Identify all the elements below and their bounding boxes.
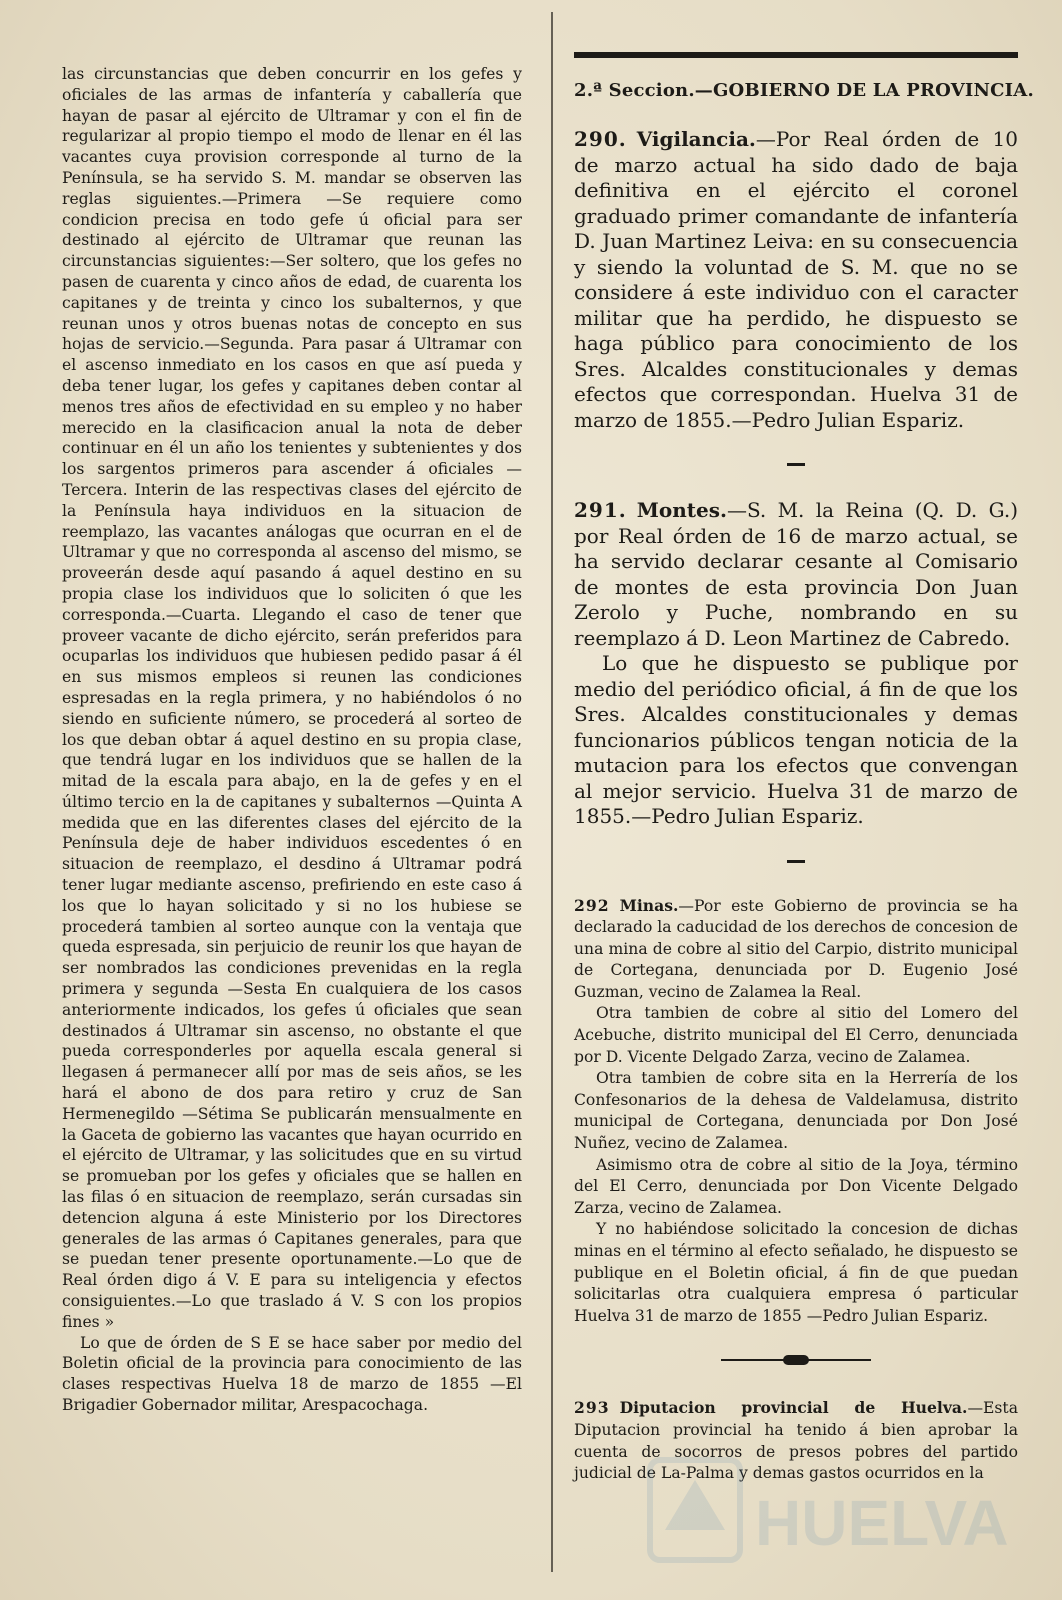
item-292 (574, 895, 1018, 1328)
ornament-separator (721, 1355, 871, 1365)
royal-order-text: las circunstancias que deben concurrir en los gefes y oficiales de las armas de infantería y caballería que hayan de pasar al ejército de Ultramar y con el fin de regularizar al propio tiempo el modo de llenar en él las vacantes cuya provision corresponde al turno de la Península, se ha servido S. M. mandar se observen las reglas siguientes.—Primera —Se requiere como condicion precisa en todo gefe ú oficial para ser destinado al ejército de Ultramar que reunan las circunstancias siguientes:—Ser soltero, que los gefes no pasen de cuarenta y cinco años de edad, de cuarenta los capitanes y de treinta y cinco los subalternos, y que reunan unos y otros buenas notas de concepto en sus hojas de servicio.—Segunda. Para pasar á Ultramar con el ascenso inmediato en los casos en que así pueda y deba tener lugar, los gefes y capitanes deben contar al menos tres años de efectividad en su empleo y no haber merecido en la clasificacion anual la nota de deber continuar en él un año los tenientes y subtenientes y dos los sargentos primeros para ascender á oficiales —Tercera. Interin de las respectivas clases del ejército de la Península haya individuos en la situacion de reemplazo, las vacantes análogas que ocurran en el de Ultramar y que no corresponda al ascenso del mismo, se proveerán desde aquí pasando á aquel destino en su propia clase los individuos que lo soliciten ó que les corresponda.—Cuarta. Llegando el caso de tener que proveer vacante de dicho ejército, serán preferidos para ocuparlas los individuos que hubiesen pedido pasar á él en sus mismos empleos si reunen las condiciones espresadas en la regla primera, y no habiéndolos ó no siendo en suficiente número, se procederá al sorteo de los que deban obtar á aquel destino en su propia clase, que tendrá lugar en los individuos que se hallen de la mitad de la escala para abajo, en la de gefes y en el último tercio en la de capitanes y subalternos —Quinta A medida que en las diferentes clases del ejército de la Península deje de haber individuos escedentes ó en situacion de reemplazo, el desdino á Ultramar podrá tener lugar mediante ascenso, prefiriendo en este caso á los que lo hayan solicitado y si no los hubiese se procederá tambien al sorteo aunque con la ventaja que queda espresada, sin perjuicio de reunir los que hayan de ser nombrados las condiciones prevenidas en la regla primera y segunda —Sesta En cualquiera de los casos anteriormente indicados, los gefes ú oficiales que sean destinados á Ultramar sin ascenso, no obstante el que pueda corresponderles por aquella escala general si llegasen á permanecer allí por mas de seis años, se les hará el abono de dos para retiro y cruz de San Hermenegildo —Sétima Se publicarán mensualmente en la Gaceta de gobierno las vacantes que hayan ocurrido en el ejército de Ultramar, y las solicitudes que en su virtud se promueban por los gefes y oficiales que se hallen en las filas ó en situacion de reemplazo, serán cursadas sin detencion alguna á este Ministerio por los Directores generales de las armas ó Capitanes generales, para que se puedan tener presente oportunamente.—Lo que de Real órden digo á V. E para su inteligencia y efectos consiguientes.—Lo que traslado á V. S con los propios fines » (62, 65, 522, 1331)
item-text: —S. M. la Reina (Q. D. G.) por Real órden de 16 de marzo actual, se ha servido declarar cesante al Comisario de montes de esta provincia Don Juan Zerolo y Puche, nombrando en su reemplazo á D. Leon Martinez de Cabredo. (574, 498, 1018, 650)
section-rule (574, 52, 1018, 58)
item-number: 292 (574, 895, 610, 915)
column-divider (551, 12, 553, 1572)
left-column (62, 64, 522, 1416)
item-number: 291. (574, 498, 627, 522)
watermark-text: HUELVA (755, 1487, 1009, 1559)
item-text: Otra tambien de cobre al sitio del Lomero del Acebuche, distrito municipal del El Cerro, denunciada por D. Vicente Delgado Zarza, vecino de Zalamea. (574, 1004, 1018, 1066)
item-293 (574, 1397, 1018, 1484)
separator-dash (787, 463, 805, 466)
item-title: Vigilancia. (636, 127, 756, 151)
item-text: —Por este Gobierno de provincia se ha declarado la caducidad de los derechos de concesion de una mina de cobre al sitio del Carpio, distrito municipal de Cortegana, denunciada por D. Eugenio José Guzman, vecino de Zalamea la Real. (574, 896, 1018, 1001)
item-291 (574, 498, 1018, 830)
item-title: Minas. (619, 895, 679, 915)
right-column (574, 52, 1034, 1485)
separator-dash (787, 860, 805, 863)
item-text: —Por Real órden de 10 de marzo actual ha sido dado de baja definitiva en el ejército el coronel graduado primer comandante de infantería D. Juan Martinez Leiva: en su consecuencia y siendo la voluntad de S. M. que no se considere á este individuo con el caracter militar que ha perdido, he dispuesto se haga público para conocimiento de los Sres. Alcaldes constitucionales y demas efectos que correspondan. Huelva 31 de marzo de 1855.—Pedro Julian Espariz. (574, 127, 1018, 432)
item-text: —Esta Diputacion provincial ha tenido á bien aprobar la cuenta de socorros de presos pobres del partido judicial de La-Palma y demas gastos ocurridos en la (574, 1399, 1018, 1483)
item-number: 290. (574, 127, 627, 151)
item-title: Montes. (636, 498, 727, 522)
brigadier-notice: Lo que de órden de S E se hace saber por medio del Boletin oficial de la provincia para conocimiento de las clases respectivas Huelva 18 de marzo de 1855 —El Brigadier Gobernador militar, Arespacochaga. (62, 1333, 522, 1414)
item-text: Asimismo otra de cobre al sitio de la Joya, término del El Cerro, denunciada por Don Vicente Delgado Zarza, vecino de Zalamea. (574, 1155, 1018, 1217)
item-text: Otra tambien de cobre sita en la Herrería de los Confesonarios de la dehesa de Valdelamusa, distrito municipal de Cortegana, denunciada por Don José Nuñez, vecino de Zalamea. (574, 1069, 1018, 1153)
item-290 (574, 127, 1018, 433)
item-text: Y no habiéndose solicitado la concesion de dichas minas en el término al efecto señalado, he dispuesto se publique en el Boletin oficial, á fin de que puedan solicitarlas otra cualquiera empresa ó particular Huelva 31 de marzo de 1855 —Pedro Julian Espariz. (574, 1220, 1018, 1325)
section-heading: 2.ª Seccion.—GOBIERNO DE LA PROVINCIA. (574, 80, 1034, 101)
item-text: Lo que he dispuesto se publique por medio del periódico oficial, á fin de que los Sres. Alcaldes constitucionales y demas funcionarios públicos tengan noticia de la mutacion para los efectos que convengan al mejor servicio. Huelva 31 de marzo de 1855.—Pedro Julian Espariz. (574, 651, 1018, 828)
item-number: 293 (574, 1398, 610, 1418)
item-title: Diputacion provincial de Huelva. (619, 1398, 968, 1418)
